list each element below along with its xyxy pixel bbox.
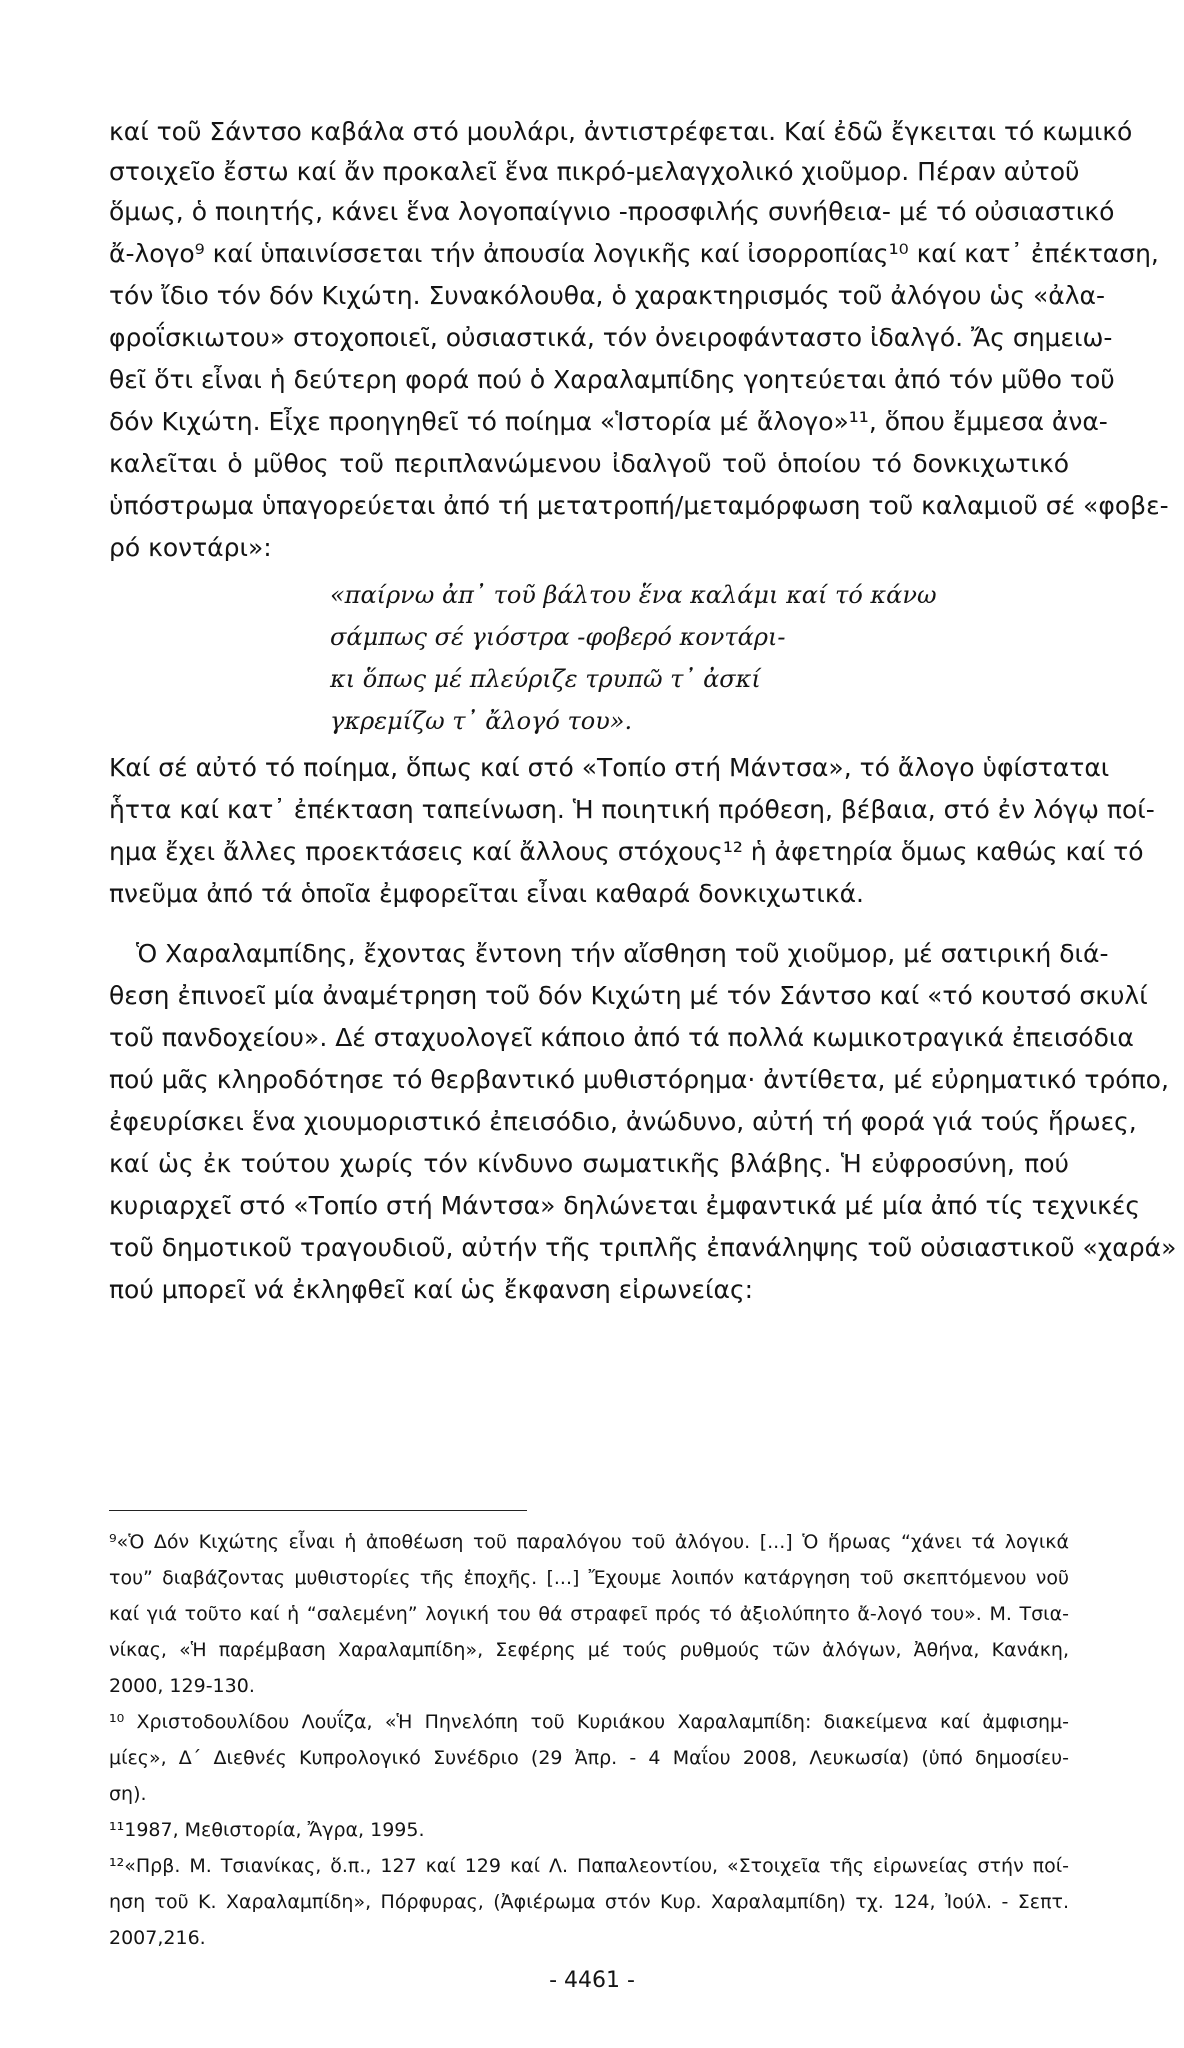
text-line: Καί σέ αὐτό τό ποίημα, ὅπως καί στό «Τοπίο στή Μάντσα», τό ἄλογο ὑφίσταται [109, 753, 1110, 782]
text-line: θεση ἐπινοεῖ μία ἀναμέτρηση τοῦ δόν Κιχώτη μέ τόν Σάντσο καί «τό κουτσό σκυλί [109, 981, 1148, 1010]
text-line: πού μᾶς κληροδότησε τό θερβαντικό μυθιστόρημα· ἀντίθετα, μέ εὐρηματικό τρόπο, [109, 1065, 1169, 1094]
text-line: Ὁ Χαραλαμπίδης, ἔχοντας ἔντονη τήν αἴσθηση τοῦ χιοῦμορ, μέ σατιρική διά- [136, 939, 1109, 968]
quote-line: «παίρνω ἀπ᾽ τοῦ βάλτου ἕνα καλάμι καί τό κάνω [330, 581, 937, 609]
text-line: τοῦ πανδοχείου». Δέ σταχυολογεῖ κάποιο ἀπό τά πολλά κωμικοτραγικά ἐπεισόδια [109, 1023, 1134, 1052]
footnote-line: ¹⁰ Χριστοδουλίδου Λουΐζα, «Ἡ Πηνελόπη τοῦ Κυριάκου Χαραλαμπίδη: διακείμενα καί ἀμφισημ- [109, 1711, 1069, 1733]
footnote-line: ση). [109, 1783, 147, 1805]
text-line: φροΐσκιωτου» στοχοποιεῖ, οὐσιαστικά, τόν ὀνειροφάνταστο ἰδαλγό. Ἄς σημειω- [109, 323, 1113, 352]
footnote-divider [109, 1510, 527, 1511]
footnote-line: ¹²«Πρβ. Μ. Τσιανίκας, ὅ.π., 127 καί 129 καί Λ. Παπαλεοντίου, «Στοιχεῖα τῆς εἰρωνείας στήν ποί- [109, 1855, 1069, 1877]
text-line: ρό κοντάρι»: [109, 533, 272, 562]
page-number: - 4461 - [549, 1968, 635, 1993]
text-line: τόν ἴδιο τόν δόν Κιχώτη. Συνακόλουθα, ὁ χαρακτηρισμός τοῦ ἀλόγου ὡς «ἀλα- [109, 281, 1106, 310]
text-line: τοῦ δημοτικοῦ τραγουδιοῦ, αὐτήν τῆς τριπλῆς ἐπανάληψης τοῦ οὐσιαστικοῦ «χαρά» [109, 1233, 1177, 1262]
text-line: καλεῖται ὁ μῦθος τοῦ περιπλανώμενου ἰδαλγοῦ τοῦ ὁποίου τό δονκιχωτικό [109, 449, 1069, 478]
footnote-line: ηση τοῦ Κ. Χαραλαμπίδη», Πόρφυρας, (Ἀφιέρωμα στόν Κυρ. Χαραλαμπίδη) τχ. 124, Ἰούλ. - Σεπτ. [109, 1891, 1069, 1913]
footnote-line: του” διαβάζοντας μυθιστορίες τῆς ἐποχῆς. [...] Ἔχουμε λοιπόν κατάργηση τοῦ σκεπτόμενου νοῦ [109, 1567, 1069, 1589]
footnote-line: νίκας, «Ἡ παρέμβαση Χαραλαμπίδη», Σεφέρης μέ τούς ρυθμούς τῶν ἀλόγων, Ἀθήνα, Κανάκη, [109, 1639, 1069, 1661]
text-line: καί ὡς ἐκ τούτου χωρίς τόν κίνδυνο σωματικῆς βλάβης. Ἡ εὐφροσύνη, πού [109, 1149, 1069, 1178]
quote-line: κι ὅπως μέ πλεύριζε τρυπῶ τ᾽ ἀσκί [330, 665, 761, 693]
text-line: ὑπόστρωμα ὑπαγορεύεται ἀπό τή μετατροπή/μεταμόρφωση τοῦ καλαμιοῦ σέ «φοβε- [109, 491, 1169, 520]
text-line: ἧττα καί κατ᾽ ἐπέκταση ταπείνωση. Ἡ ποιητική πρόθεση, βέβαια, στό ἐν λόγῳ ποί- [109, 795, 1155, 824]
text-line: θεῖ ὅτι εἶναι ἡ δεύτερη φορά πού ὁ Χαραλαμπίδης γοητεύεται ἀπό τόν μῦθο τοῦ [109, 365, 1115, 394]
footnote-line: καί γιά τοῦτο καί ἡ “σαλεμένη” λογική του θά στραφεῖ πρός τό ἀξιολύπητο ἄ-λογό του». Μ. Τσια- [109, 1603, 1069, 1625]
footnote-line: ⁹«Ὁ Δόν Κιχώτης εἶναι ἡ ἀποθέωση τοῦ παραλόγου τοῦ ἀλόγου. [...] Ὁ ἥρωας “χάνει τά λογικά [109, 1531, 1069, 1553]
text-line: στοιχεῖο ἔστω καί ἄν προκαλεῖ ἕνα πικρό-μελαγχολικό χιοῦμορ. Πέραν αὐτοῦ [109, 157, 1080, 186]
text-line: καί τοῦ Σάντσο καβάλα στό μουλάρι, ἀντιστρέφεται. Καί ἐδῶ ἔγκειται τό κωμικό [109, 117, 1133, 146]
text-line: ημα ἔχει ἄλλες προεκτάσεις καί ἄλλους στόχους¹² ἡ ἀφετηρία ὅμως καθώς καί τό [109, 837, 1144, 866]
text-line: πού μπορεῖ νά ἐκληφθεῖ καί ὡς ἔκφανση εἰρωνείας: [109, 1275, 754, 1304]
text-line: ἄ-λογο⁹ καί ὑπαινίσσεται τήν ἀπουσία λογικῆς καί ἰσορροπίας¹⁰ καί κατ᾽ ἐπέκταση, [109, 239, 1159, 268]
quote-line: γκρεμίζω τ᾽ ἄλογό του». [330, 707, 633, 735]
text-line: δόν Κιχώτη. Εἶχε προηγηθεῖ τό ποίημα «Ἱστορία μέ ἄλογο»¹¹, ὅπου ἔμμεσα ἀνα- [109, 407, 1108, 436]
footnote-line: ¹¹1987, Μεθιστορία, Ἄγρα, 1995. [109, 1819, 425, 1841]
text-line: ὅμως, ὁ ποιητής, κάνει ἕνα λογοπαίγνιο -προσφιλής συνήθεια- μέ τό οὐσιαστικό [109, 197, 1115, 226]
quote-line: σάμπως σέ γιόστρα -φοβερό κοντάρι- [330, 623, 786, 651]
footnote-line: 2000, 129-130. [109, 1675, 255, 1697]
text-line: κυριαρχεῖ στό «Τοπίο στή Μάντσα» δηλώνεται ἐμφαντικά μέ μία ἀπό τίς τεχνικές [109, 1191, 1141, 1220]
footnote-line: 2007,216. [109, 1927, 206, 1949]
text-line: ἐφευρίσκει ἕνα χιουμοριστικό ἐπεισόδιο, ἀνώδυνο, αὐτή τή φορά γιά τούς ἥρωες, [109, 1107, 1137, 1136]
text-line: πνεῦμα ἀπό τά ὁποῖα ἐμφορεῖται εἶναι καθαρά δονκιχωτικά. [109, 879, 864, 908]
footnote-line: μίες», Δ´ Διεθνές Κυπρολογικό Συνέδριο (29 Ἀπρ. - 4 Μαΐου 2008, Λευκωσία) (ὑπό δημοσίευ- [109, 1747, 1069, 1769]
